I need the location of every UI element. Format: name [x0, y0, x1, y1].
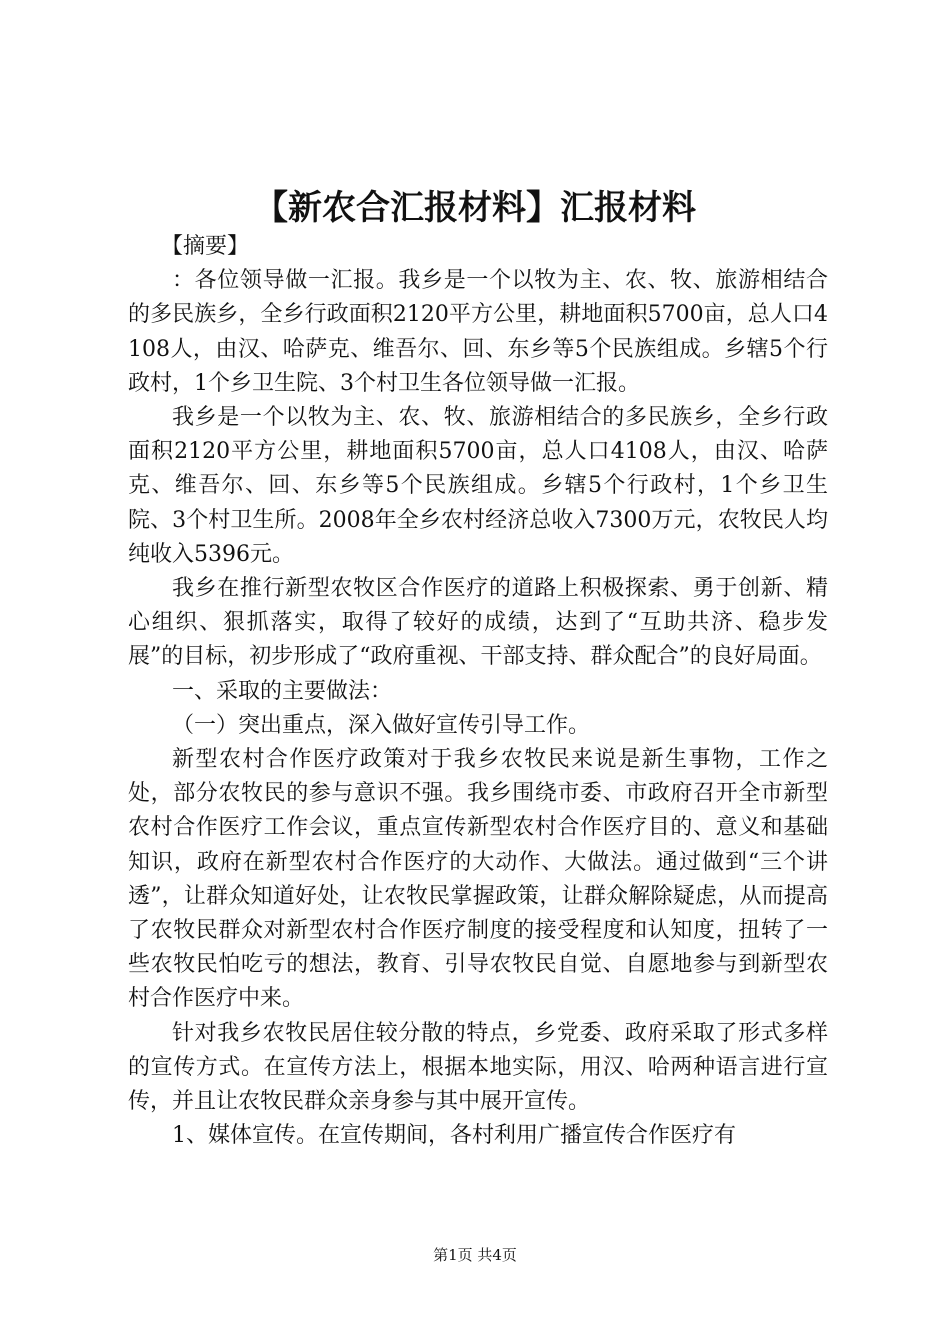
page-footer: 第1页 共4页 — [433, 1246, 517, 1264]
document-body — [128, 230, 828, 1153]
paragraph-achievement: 我乡在推行新型农牧区合作医疗的道路上积极探索、勇于创新、精心组织、狠抓落实，取得了较好的成绩，达到了“互助共济、稳步发展”的目标，初步形成了“政府重视、干部支持、群众配合”的良好局面。 — [128, 576, 828, 670]
section-heading: 一、采取的主要做法： — [172, 678, 393, 704]
paragraph-media: 1、媒体宣传。在宣传期间，各村利用广播宣传合作医疗有 — [172, 1123, 736, 1149]
document-title: 【新农合汇报材料】汇报材料 — [254, 188, 696, 228]
paragraph-publicity: 新型农村合作医疗政策对于我乡农牧民来说是新生事物，工作之处，部分农牧民的参与意识不强。我乡围绕市委、市政府召开全市新型农村合作医疗工作会议，重点宣传新型农村合作医疗目的、意义和基础知识，政府在新型农村合作医疗的大动作、大做法。通过做到“三个讲透”，让群众知道好处，让农牧民掌握政策，让群众解除疑虑，从而提高了农牧民群众对新型农村合作医疗制度的接受程度和认知度，扭转了一些农牧民怕吃亏的想法，教育、引导农牧民自觉、自愿地参与到新型农村合作医疗中来。 — [128, 747, 828, 1012]
abstract-heading: 【摘要】 — [161, 234, 250, 259]
paragraph-abstract: ：各位领导做一汇报。我乡是一个以牧为主、农、牧、旅游相结合的多民族乡，全乡行政面积2120平方公里，耕地面积5700亩，总人口4108人，由汉、哈萨克、维吾尔、回、东乡等5个民族组成。乡辖5个行政村，1个乡卫生院、3个村卫生各位领导做一汇报。 — [128, 268, 828, 396]
subsection-heading: （一）突出重点，深入做好宣传引导工作。 — [172, 712, 591, 738]
paragraph-overview: 我乡是一个以牧为主、农、牧、旅游相结合的多民族乡，全乡行政面积2120平方公里，耕地面积5700亩，总人口4108人，由汉、哈萨克、维吾尔、回、东乡等5个民族组成。乡辖5个行政村，1个乡卫生院、3个村卫生所。2008年全乡农村经济总收入7300万元，农牧民人均纯收入5396元。 — [128, 405, 828, 567]
paragraph-methods: 针对我乡农牧民居住较分散的特点，乡党委、政府采取了形式多样的宣传方式。在宣传方法上，根据本地实际，用汉、哈两种语言进行宣传，并且让农牧民群众亲身参与其中展开宣传。 — [128, 1020, 828, 1115]
